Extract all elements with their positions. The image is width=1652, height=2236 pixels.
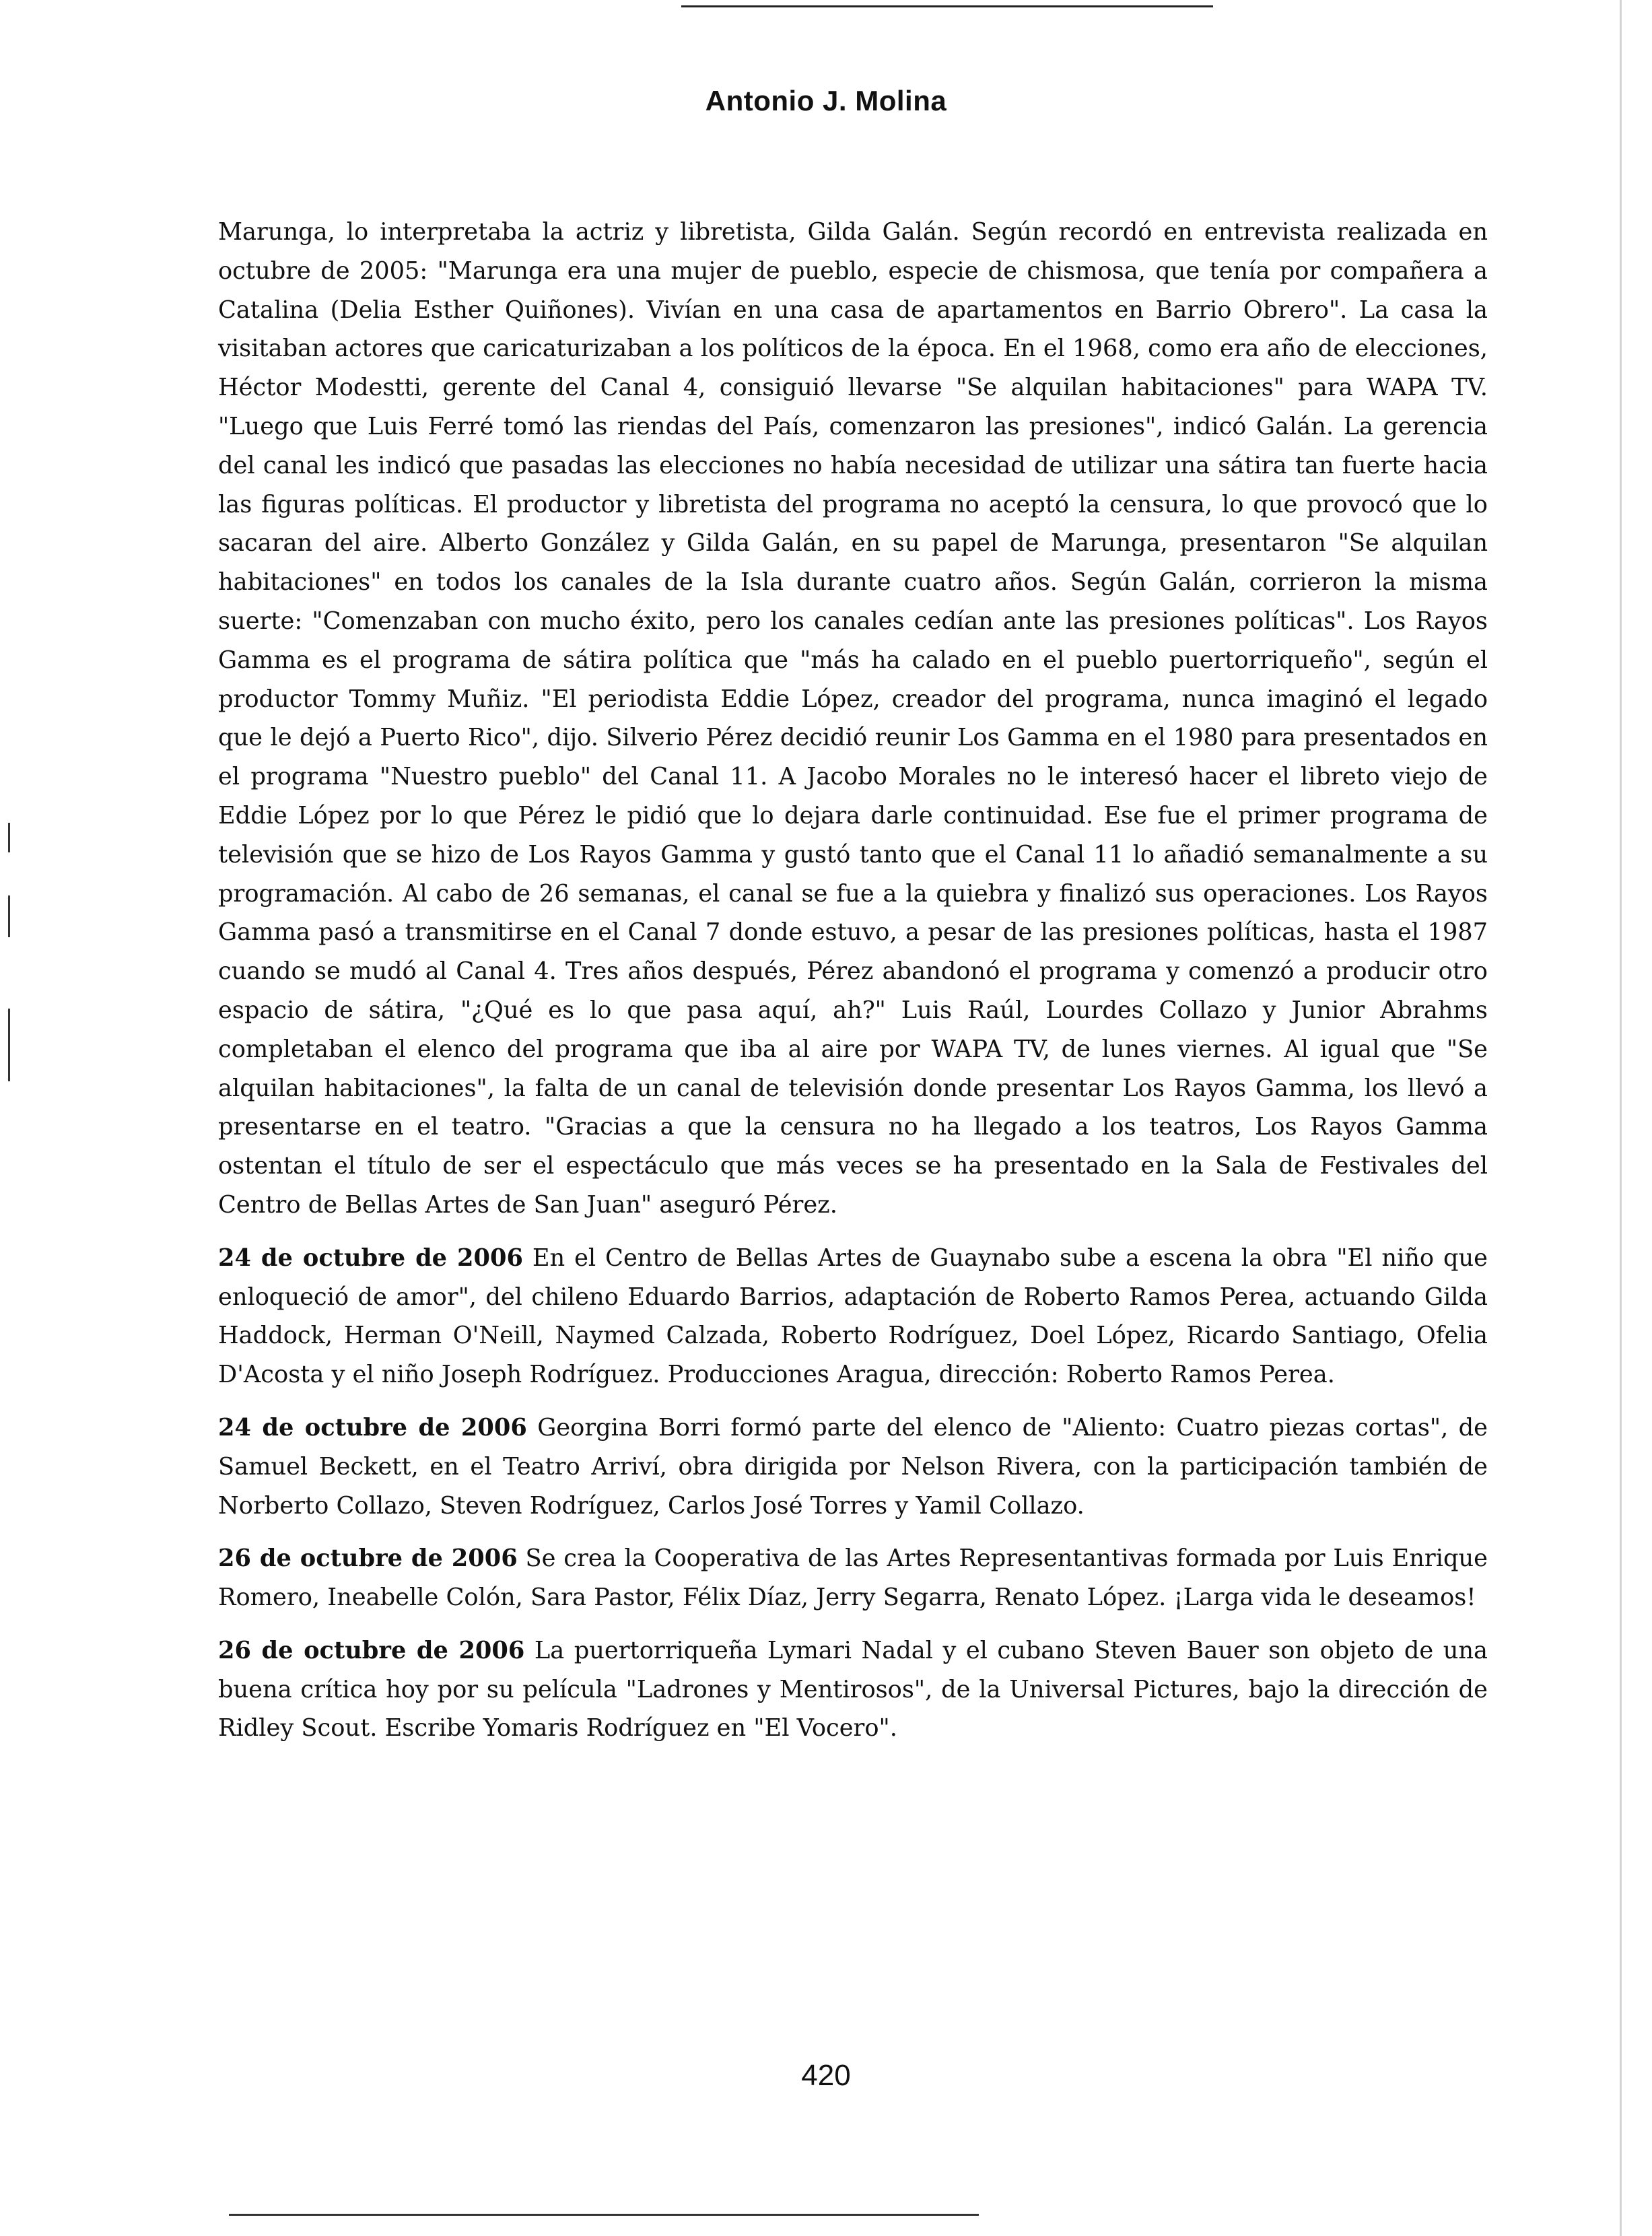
entry-text: Se crea la Cooperativa de las Artes Representantivas formada por Luis Enrique Romero, Ineabelle Colón, Sara Pastor, Félix Díaz, Jerry Segarra, Renato López. ¡Larga vida le deseamos! — [218, 1545, 1488, 1612]
page-body — [218, 213, 1488, 1762]
running-header-author: Antonio J. Molina — [705, 85, 947, 116]
chronicle-entry — [218, 1239, 1488, 1394]
chronicle-entry — [218, 1631, 1488, 1748]
top-rule — [681, 5, 1213, 7]
margin-mark — [8, 1009, 10, 1081]
entry-text: Georgina Borri formó parte del elenco de "Aliento: Cuatro piezas cortas", de Samuel Beckett, en el Teatro Arriví, obra dirigida por Nelson Rivera, con la participación también de Norberto Collazo, Steven Rodríguez, Carlos José Torres y Yamil Collazo. — [218, 1413, 1488, 1520]
page-edge-shadow — [1620, 0, 1622, 2236]
margin-mark — [8, 895, 10, 937]
page-number: 420 — [801, 2059, 851, 2092]
entry-text: En el Centro de Bellas Artes de Guaynabo sube a escena la obra "El niño que enloqueció de amor", del chileno Eduardo Barrios, adaptación de Roberto Ramos Perea, actuando Gilda Haddock, Herman O'Neill, Naymed Calzada, Roberto Rodríguez, Doel López, Ricardo Santiago, Ofelia D'Acosta y el niño Joseph Rodríguez. Producciones Aragua, dirección: Roberto Ramos Perea. — [218, 1244, 1488, 1389]
entry-date: 24 de octubre de 2006 — [218, 1244, 523, 1272]
entry-date: 24 de octubre de 2006 — [218, 1413, 527, 1442]
intro-paragraph: Marunga, lo interpretaba la actriz y libretista, Gilda Galán. Según recordó en entrevista realizada en octubre de 2005: "Marunga era una mujer de pueblo, especie de chismosa, que tenía por compañera a Catalina (Delia Esther Quiñones). Vivían en una casa de apartamentos en Barrio Obrero". La casa la visitaban actores que caricaturizaban a los políticos de la época. En el 1968, como era año de elecciones, Héctor Modestti, gerente del Canal 4, consiguió llevarse "Se alquilan habitaciones" para WAPA TV. "Luego que Luis Ferré tomó las riendas del País, comenzaron las presiones", indicó Galán. La gerencia del canal les indicó que pasadas las elecciones no había necesidad de utilizar una sátira tan fuerte hacia las figuras políticas. El productor y libretista del programa no aceptó la censura, lo que provocó que lo sacaran del aire. Alberto González y Gilda Galán, en su papel de Marunga, presentaron "Se alquilan habitaciones" en todos los canales de la Isla durante cuatro años. Según Galán, corrieron la misma suerte: "Comenzaban con mucho éxito, pero los canales cedían ante las presiones políticas". Los Rayos Gamma es el programa de sátira política que "más ha calado en el pueblo puertorriqueño", según el productor Tommy Muñiz. "El periodista Eddie López, creador del programa, nunca imaginó el legado que le dejó a Puerto Rico", dijo. Silverio Pérez decidió reunir Los Gamma en el 1980 para presentados en el programa "Nuestro pueblo" del Canal 11. A Jacobo Morales no le interesó hacer el libreto viejo de Eddie López por lo que Pérez le pidió que lo dejara darle continuidad. Ese fue el primer programa de televisión que se hizo de Los Rayos Gamma y gustó tanto que el Canal 11 lo añadió semanalmente a su programación. Al cabo de 26 semanas, el canal se fue a la quiebra y finalizó sus operaciones. Los Rayos Gamma pasó a transmitirse en el Canal 7 donde estuvo, a pesar de las presiones políticas, hasta el 1987 cuando se mudó al Canal 4. Tres años después, Pérez abandonó el programa y comenzó a producir otro espacio de sátira, "¿Qué es lo que pasa aquí, ah?" Luis Raúl, Lourdes Collazo y Junior Abrahms completaban el elenco del programa que iba al aire por WAPA TV, de lunes viernes. Al igual que "Se alquilan habitaciones", la falta de un canal de televisión donde presentar Los Rayos Gamma, los llevó a presentarse en el teatro. "Gracias a que la censura no ha llegado a los teatros, Los Rayos Gamma ostentan el título de ser el espectáculo que más veces se ha presentado en la Sala de Festivales del Centro de Bellas Artes de San Juan" aseguró Pérez. — [218, 218, 1488, 1219]
entry-text: La puertorriqueña Lymari Nadal y el cubano Steven Bauer son objeto de una buena crítica hoy por su película "Ladrones y Mentirosos", de la Universal Pictures, bajo la dirección de Ridley Scout. Escribe Yomaris Rodríguez en "El Vocero". — [218, 1636, 1488, 1742]
entry-date: 26 de octubre de 2006 — [218, 1636, 525, 1664]
entry-date: 26 de octubre de 2006 — [218, 1545, 518, 1573]
bottom-rule — [245, 2214, 979, 2216]
margin-mark — [8, 823, 10, 852]
chronicle-entry — [218, 1409, 1488, 1525]
chronicle-entry — [218, 1539, 1488, 1617]
